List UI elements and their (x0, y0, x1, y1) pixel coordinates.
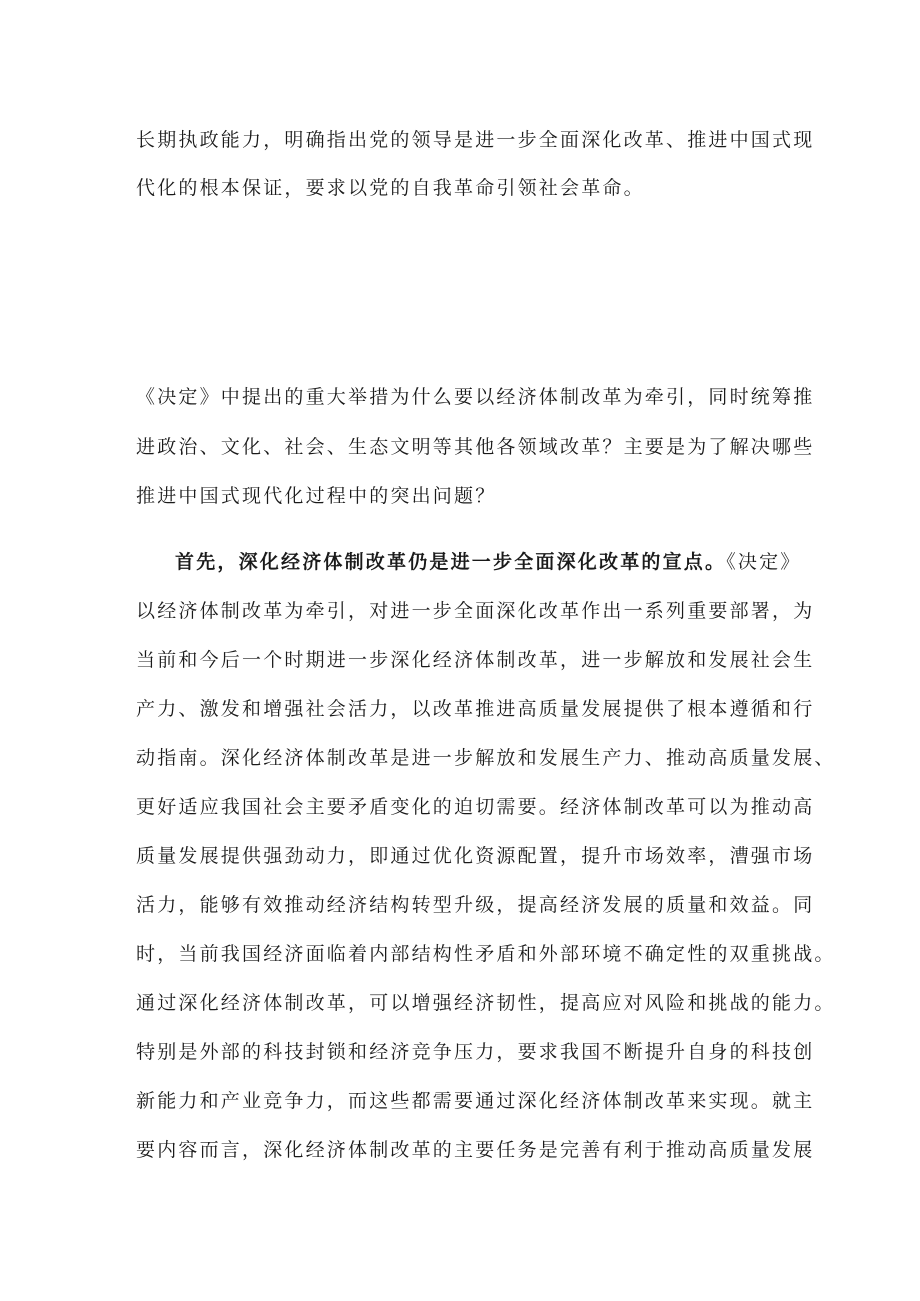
paragraph-line: 代化的根本保证，要求以党的自我革命引领社会革命。 (136, 177, 645, 199)
answer-line: 新能力和产业竞争力，而这些都需要通过深化经济体制改革来实现。就主 (136, 1090, 815, 1112)
question-line: 进政治、文化、社会、生态文明等其他各领域改革？主要是为了解决哪些 (136, 436, 815, 458)
answer-line: 当前和今后一个时期进一步深化经济体制改革，进一步解放和发展社会生 (136, 649, 815, 671)
answer-line: 要内容而言，深化经济体制改革的主要任务是完善有利于推动高质量发展 (136, 1139, 815, 1161)
question-line: 《决定》中提出的重大举措为什么要以经济体制改革为牵引，同时统筹推 (136, 386, 815, 408)
answer-line: 通过深化经济体制改革，可以增强经济韧性，提高应对风险和挑战的能力。 (136, 992, 836, 1014)
answer-line: 动指南。深化经济体制改革是进一步解放和发展生产力、推动高质量发展、 (136, 747, 836, 769)
paragraph-line: 长期执政能力，明确指出党的领导是进一步全面深化改革、推进中国式现 (136, 129, 815, 151)
answer-line: 产力、激发和增强社会活力，以改革推进高质量发展提供了根本遵循和行 (136, 698, 815, 720)
answer-line: 更好适应我国社会主要矛盾变化的迫切需要。经济体制改革可以为推动高 (136, 796, 815, 818)
answer-first-line-rest: 《决定》 (726, 551, 802, 573)
answer-line: 时，当前我国经济面临着内部结构性矛盾和外部环境不确定性的双重挑战。 (136, 943, 836, 965)
question-line: 推进中国式现代化过程中的突出问题？ (136, 485, 497, 507)
answer-line: 以经济体制改革为牵引，对进一步全面深化改革作出一系列重要部署，为 (136, 600, 815, 622)
answer-line: 质量发展提供强劲动力，即通过优化资源配置，提升市场效率，漕强市场 (136, 845, 815, 867)
answer-heading-bold: 首先，深化经济体制改革仍是进一步全面深化改革的宣点。 (175, 551, 727, 573)
answer-line: 特别是外部的科技封锁和经济竞争压力，要求我国不断提升自身的科技创 (136, 1041, 815, 1063)
answer-first-line (175, 549, 802, 575)
answer-line: 活力，能够有效推动经济结构转型升级，提高经济发展的质量和效益。同 (136, 894, 815, 916)
